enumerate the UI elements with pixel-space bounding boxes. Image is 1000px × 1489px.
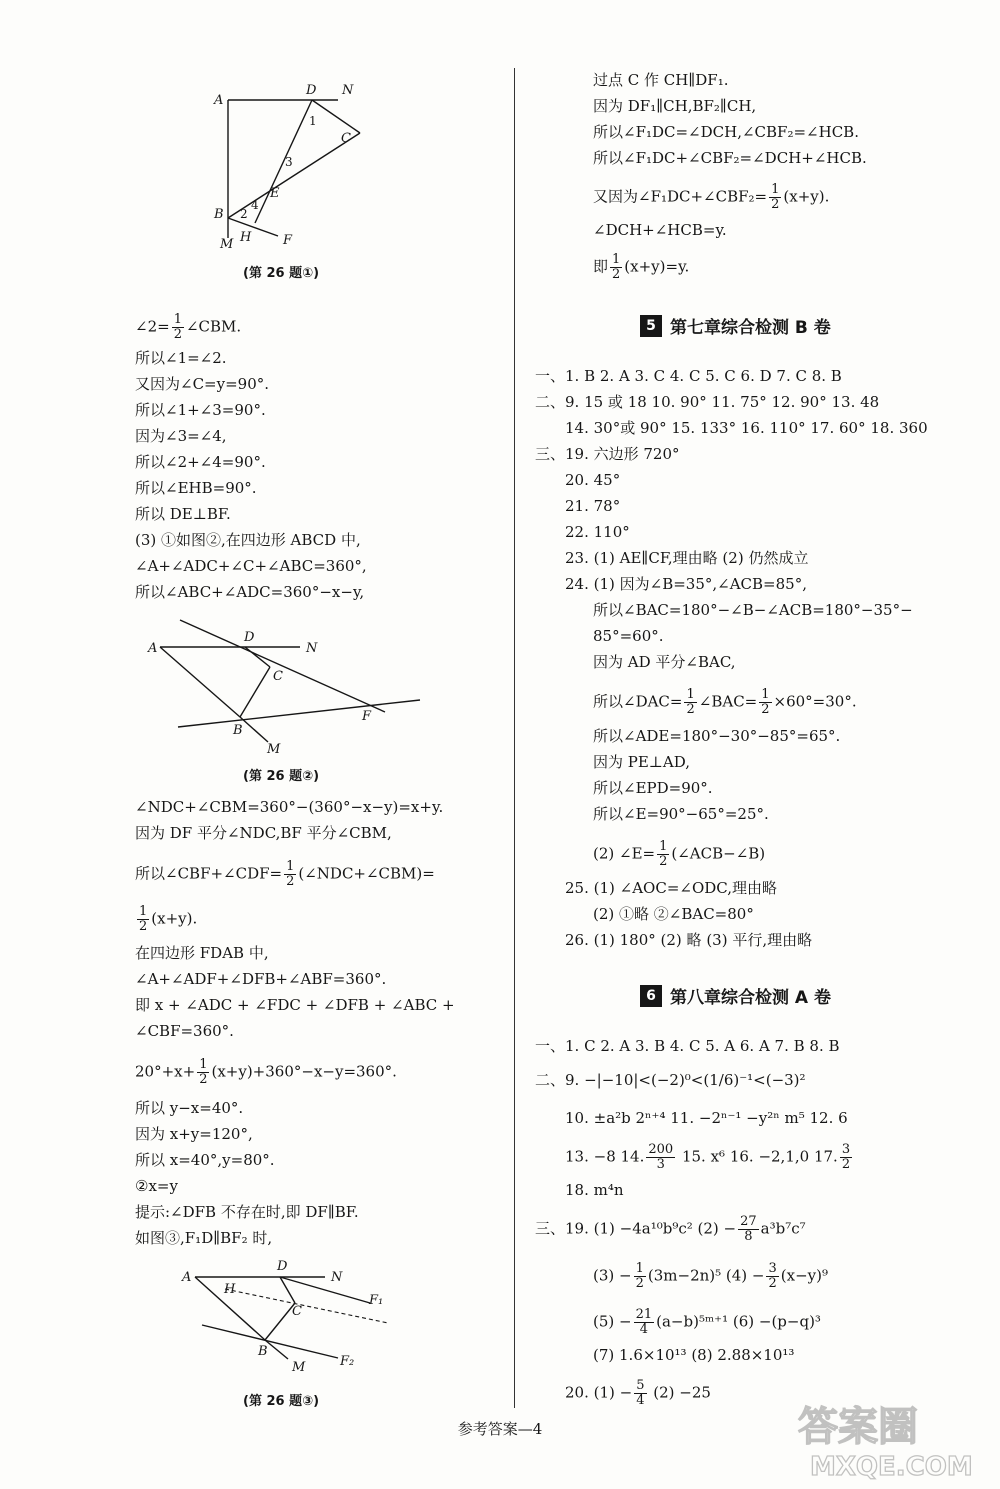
s5-q25-line2: (2) ①略 ②∠BAC=80°: [593, 905, 754, 923]
fraction: $\frac{1}{2}$: [659, 839, 668, 869]
fig3-label-n: N: [331, 1270, 343, 1285]
watermark: [790, 1395, 990, 1485]
fraction: $\frac{3}{2}$: [768, 1261, 777, 1291]
s5-q24-line9: 所以∠E=90°−65°=25°.: [593, 805, 769, 823]
fraction: $\frac{1}{2}$: [612, 252, 621, 282]
s5-q24-line4: 因为 AD 平分∠BAC,: [593, 653, 736, 671]
fraction: $\frac{1}{2}$: [635, 1261, 644, 1291]
s6-q19-line4: (7) 1.6×10¹³ (8) 2.88×10¹³: [593, 1346, 795, 1364]
left-line-22: 因为 x+y=120°,: [135, 1125, 253, 1143]
figure-26-2: [140, 612, 430, 762]
left-line-14: 所以∠CBF+∠CDF= $\frac{1}{2}$ (∠NDC+∠CBM)=: [135, 859, 435, 889]
fig1-angle-1: 1: [309, 114, 317, 128]
fig3-label-m: M: [292, 1360, 306, 1375]
left-line-1: ∠2= $\frac{1}{2}$ ∠CBM.: [135, 312, 242, 342]
left-line-11: 所以∠ABC+∠ADC=360°−x−y,: [135, 583, 365, 601]
s6-q13: 13. −8 14. $\frac{200}{3}$ 15. x⁶ 16. −2,1,0 17. $\frac{3}{2}$: [565, 1142, 851, 1172]
s6-q19-line2: (3) − $\frac{1}{2}$ (3m−2n)⁵ (4) − $\frac{3}{2}$ (x−y)⁹: [593, 1261, 828, 1291]
right-line-4: 所以∠F₁DC+∠CBF₂=∠DCH+∠HCB.: [593, 149, 867, 167]
figure-26-1: [200, 78, 370, 253]
fig2-label-d: D: [244, 630, 255, 645]
left-line-17: ∠A+∠ADF+∠DFB+∠ABF=360°.: [135, 970, 387, 988]
s5-q24-part2: (2) ∠E= $\frac{1}{2}$ (∠ACB−∠B): [593, 839, 766, 869]
page-footer: 参考答案—4: [457, 1420, 543, 1438]
fig1-angle-2: 2: [240, 207, 248, 221]
s6-q9: 二、9. −|−10|<(−2)⁰<(1/6)⁻¹<(−3)²: [535, 1071, 806, 1089]
left-line-13: 因为 DF 平分∠NDC,BF 平分∠CBM,: [135, 824, 392, 842]
fig3-caption: (第 26 题③): [243, 1394, 320, 1409]
section-6-heading: [640, 983, 831, 1008]
left-line-3: 又因为∠C=y=90°.: [135, 375, 270, 393]
fraction: $\frac{1}{2}$: [199, 1057, 208, 1087]
section-5-title: 第七章综合检测 B 卷: [670, 318, 831, 338]
left-line-7: 所以∠EHB=90°.: [135, 479, 257, 497]
fraction: $\frac{1}{2}$: [139, 904, 148, 934]
right-line-7: 即 $\frac{1}{2}$ (x+y)=y.: [593, 252, 690, 282]
s6-q20: 20. (1) − $\frac{5}{4}$ (2) −25: [565, 1378, 711, 1408]
left-line-26: 如图③,F₁D∥BF₂ 时,: [135, 1229, 273, 1247]
fig2-label-m: M: [267, 742, 281, 757]
section-6-title: 第八章综合检测 A 卷: [670, 988, 831, 1008]
right-line-2: 因为 DF₁∥CH,BF₂∥CH,: [593, 97, 757, 115]
fig3-label-f2: F₂: [340, 1354, 355, 1369]
left-line-12: ∠NDC+∠CBM=360°−(360°−x−y)=x+y.: [135, 798, 444, 816]
s5-part2-line2: 14. 30°或 90° 15. 133° 16. 110° 17. 60° 18. 360: [565, 419, 928, 437]
s6-part1: 一、1. C 2. A 3. B 4. C 5. A 6. A 7. B 8. B: [535, 1037, 840, 1055]
left-line-5: 因为∠3=∠4,: [135, 427, 227, 445]
fig3-label-f1: F₁: [369, 1293, 384, 1308]
s5-q24-line2: 所以∠BAC=180°−∠B−∠ACB=180°−35°−: [593, 601, 913, 619]
s5-q25-line1: 25. (1) ∠AOC=∠ODC,理由略: [565, 879, 777, 897]
fig1-caption: (第 26 题①): [243, 266, 320, 281]
fig2-caption: (第 26 题②): [243, 769, 320, 784]
s6-q19-line3: (5) − $\frac{21}{4}$ (a−b)⁵ᵐ⁺¹ (6) −(p−q)³: [593, 1307, 821, 1337]
fig1-label-e: E: [270, 186, 280, 201]
s5-q23: 23. (1) AE∥CF,理由略 (2) 仍然成立: [565, 549, 809, 567]
section-6-number: 6: [640, 985, 662, 1007]
fraction: $\frac{200}{3}$: [648, 1142, 674, 1172]
left-line-16: 在四边形 FDAB 中,: [135, 944, 269, 962]
s5-q26: 26. (1) 180° (2) 略 (3) 平行,理由略: [565, 931, 813, 949]
fig1-label-m: M: [220, 237, 234, 252]
section-5-number: 5: [640, 315, 662, 337]
fig3-label-d: D: [277, 1259, 288, 1274]
s5-part1: 一、1. B 2. A 3. C 4. C 5. C 6. D 7. C 8. B: [535, 367, 842, 385]
left-line-18: 即 x + ∠ADC + ∠FDC + ∠DFB + ∠ABC +: [135, 996, 455, 1014]
s5-q24-line7: 因为 PE⊥AD,: [593, 753, 691, 771]
fraction: $\frac{1}{2}$: [286, 859, 295, 889]
fraction: $\frac{3}{2}$: [841, 1142, 851, 1172]
fig2-label-n: N: [306, 641, 318, 656]
s5-q24-line1: 24. (1) 因为∠B=35°,∠ACB=85°,: [565, 575, 807, 593]
left-line-23: 所以 x=40°,y=80°.: [135, 1151, 275, 1169]
left-line-9: (3) ①如图②,在四边形 ABCD 中,: [135, 531, 361, 549]
left-line-2: 所以∠1=∠2.: [135, 349, 227, 367]
s5-q21: 21. 78°: [565, 497, 621, 515]
right-line-3: 所以∠F₁DC=∠DCH,∠CBF₂=∠HCB.: [593, 123, 859, 141]
s5-q19: 三、19. 六边形 720°: [535, 445, 680, 463]
fig1-angle-3: 3: [285, 155, 293, 169]
left-line-4: 所以∠1+∠3=90°.: [135, 401, 266, 419]
left-line-15: $\frac{1}{2}$ (x+y).: [139, 904, 198, 934]
fig2-label-b: B: [233, 723, 243, 738]
left-line-8: 所以 DE⊥BF.: [135, 505, 231, 523]
s5-q20: 20. 45°: [565, 471, 621, 489]
left-line-25: 提示:∠DFB 不存在时,即 DF∥BF.: [135, 1203, 359, 1221]
left-line-6: 所以∠2+∠4=90°.: [135, 453, 266, 471]
fig3-label-b: B: [258, 1344, 268, 1359]
fraction: $\frac{1}{2}$: [686, 687, 695, 717]
section-5-heading: [640, 313, 831, 338]
s5-q24-line8: 所以∠EPD=90°.: [593, 779, 713, 797]
s5-q22: 22. 110°: [565, 523, 630, 541]
fig3-label-c: C: [292, 1304, 302, 1319]
s5-q24-line3: 85°=60°.: [593, 627, 664, 645]
fraction: $\frac{1}{2}$: [173, 312, 182, 342]
fig1-label-c: C: [341, 131, 351, 146]
s5-q24-line5: 所以∠DAC= $\frac{1}{2}$ ∠BAC= $\frac{1}{2}$ ×60°=30°.: [593, 687, 857, 717]
s5-part2-line1: 二、9. 15 或 18 10. 90° 11. 75° 12. 90° 13. 48: [535, 393, 880, 411]
left-line-10: ∠A+∠ADC+∠C+∠ABC=360°,: [135, 557, 367, 575]
s6-q19-line1: 三、19. (1) −4a¹⁰b⁹c² (2) − $\frac{27}{8}$ a³b⁷c⁷: [535, 1214, 806, 1244]
fig3-label-h: H: [224, 1282, 236, 1297]
fig1-label-d: D: [306, 83, 317, 98]
s5-q24-line6: 所以∠ADE=180°−30°−85°=65°.: [593, 727, 841, 745]
fig2-label-a: A: [148, 641, 158, 656]
s6-q10: 10. ±a²b 2ⁿ⁺⁴ 11. −2ⁿ⁻¹ −y²ⁿ m⁵ 12. 6: [565, 1109, 848, 1127]
fraction: $\frac{27}{8}$: [740, 1214, 757, 1244]
fraction: $\frac{1}{2}$: [761, 687, 770, 717]
left-line-21: 所以 y−x=40°.: [135, 1099, 244, 1117]
fig1-label-n: N: [342, 83, 354, 98]
fig1-label-h: H: [240, 230, 252, 245]
fig3-label-a: A: [182, 1270, 192, 1285]
left-line-20: 20°+x+ $\frac{1}{2}$ (x+y)+360°−x−y=360°.: [135, 1057, 397, 1087]
fig1-label-b: B: [214, 207, 224, 222]
fraction: $\frac{1}{2}$: [771, 182, 780, 212]
fig1-label-a: A: [214, 93, 224, 108]
right-line-5: 又因为∠F₁DC+∠CBF₂= $\frac{1}{2}$ (x+y).: [593, 182, 830, 212]
right-line-6: ∠DCH+∠HCB=y.: [593, 221, 727, 239]
left-line-19: ∠CBF=360°.: [135, 1022, 234, 1040]
right-line-1: 过点 C 作 CH∥DF₁.: [593, 71, 729, 89]
fig2-label-f: F: [362, 709, 372, 724]
watermark-logo: 答案圈: [798, 1404, 918, 1450]
fig1-label-f: F: [283, 233, 293, 248]
watermark-url: MXQE.COM: [810, 1452, 973, 1482]
s6-q18: 18. m⁴n: [565, 1181, 624, 1199]
fraction: $\frac{21}{4}$: [635, 1307, 653, 1337]
column-divider: [514, 68, 515, 1408]
fraction: $\frac{5}{4}$: [636, 1378, 645, 1408]
left-line-24: ②x=y: [135, 1177, 178, 1195]
figure-26-3: [170, 1255, 400, 1385]
fig2-label-c: C: [273, 669, 283, 684]
fig1-angle-4: 4: [251, 198, 259, 212]
